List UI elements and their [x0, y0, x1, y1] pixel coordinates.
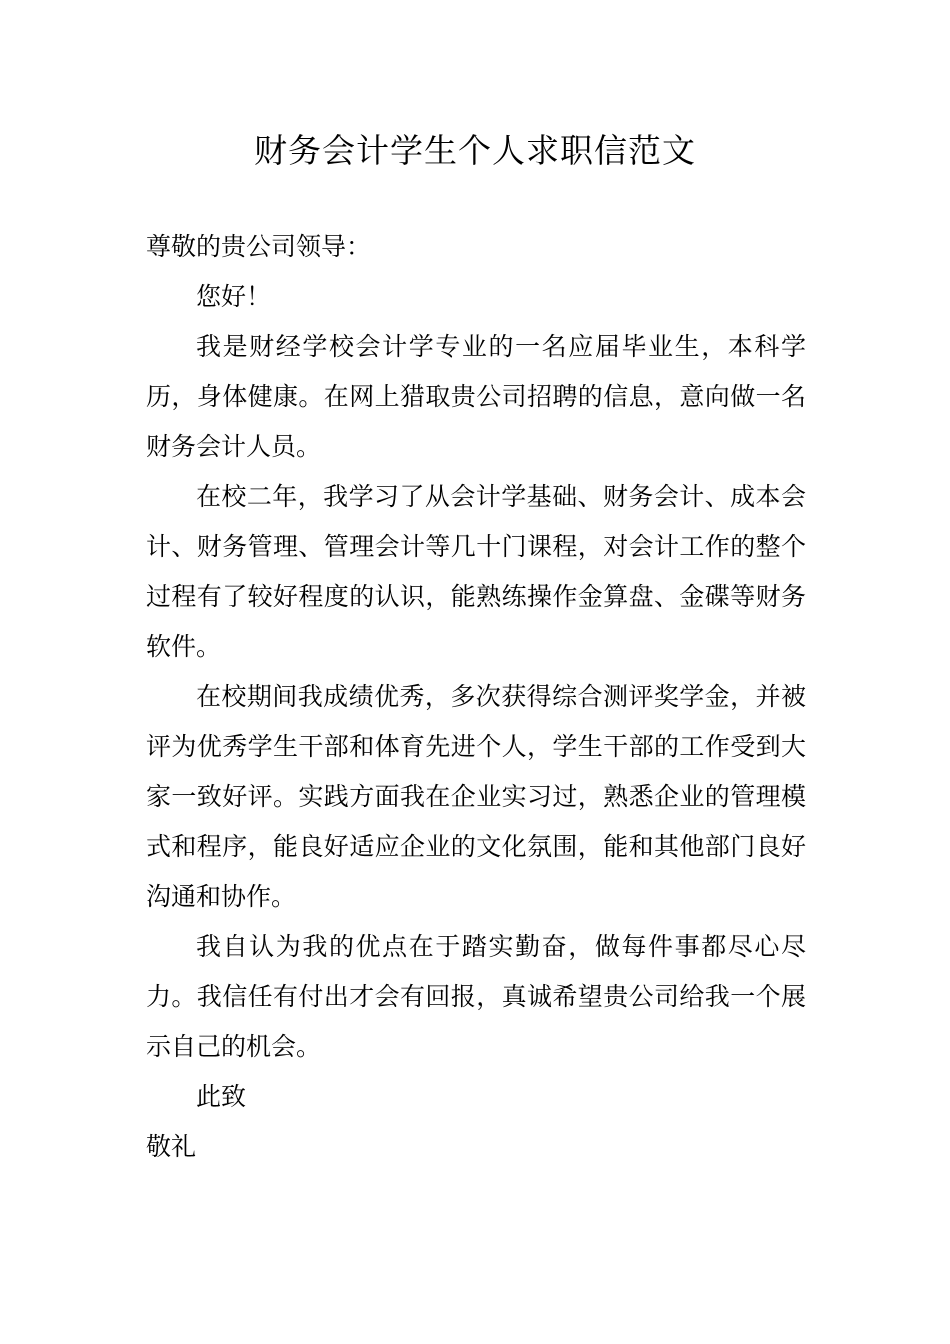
closing: 此致 — [196, 1082, 247, 1111]
paragraph-1: 我是财经学校会计学专业的一名应届毕业生，本科学历，身体健康。在网上猎取贵公司招聘的信息，意向做一名财务会计人员。 — [146, 332, 806, 461]
letter-body — [146, 222, 806, 1172]
regards: 敬礼 — [146, 1132, 197, 1161]
paragraph-2: 在校二年，我学习了从会计学基础、财务会计、成本会计、财务管理、管理会计等几十门课程，对会计工作的整个过程有了较好程度的认识，能熟练操作金算盘、金碟等财务软件。 — [146, 482, 806, 661]
document-title: 财务会计学生个人求职信范文 — [254, 131, 696, 170]
salutation: 尊敬的贵公司领导： — [146, 232, 372, 261]
paragraph-4: 我自认为我的优点在于踏实勤奋，做每件事都尽心尽力。我信任有付出才会有回报，真诚希望贵公司给我一个展示自己的机会。 — [146, 932, 806, 1061]
greeting: 您好！ — [196, 282, 272, 311]
paragraph-3: 在校期间我成绩优秀，多次获得综合测评奖学金，并被评为优秀学生干部和体育先进个人，学生干部的工作受到大家一致好评。实践方面我在企业实习过，熟悉企业的管理模式和程序，能良好适应企业的文化氛围，能和其他部门良好沟通和协作。 — [146, 682, 806, 911]
